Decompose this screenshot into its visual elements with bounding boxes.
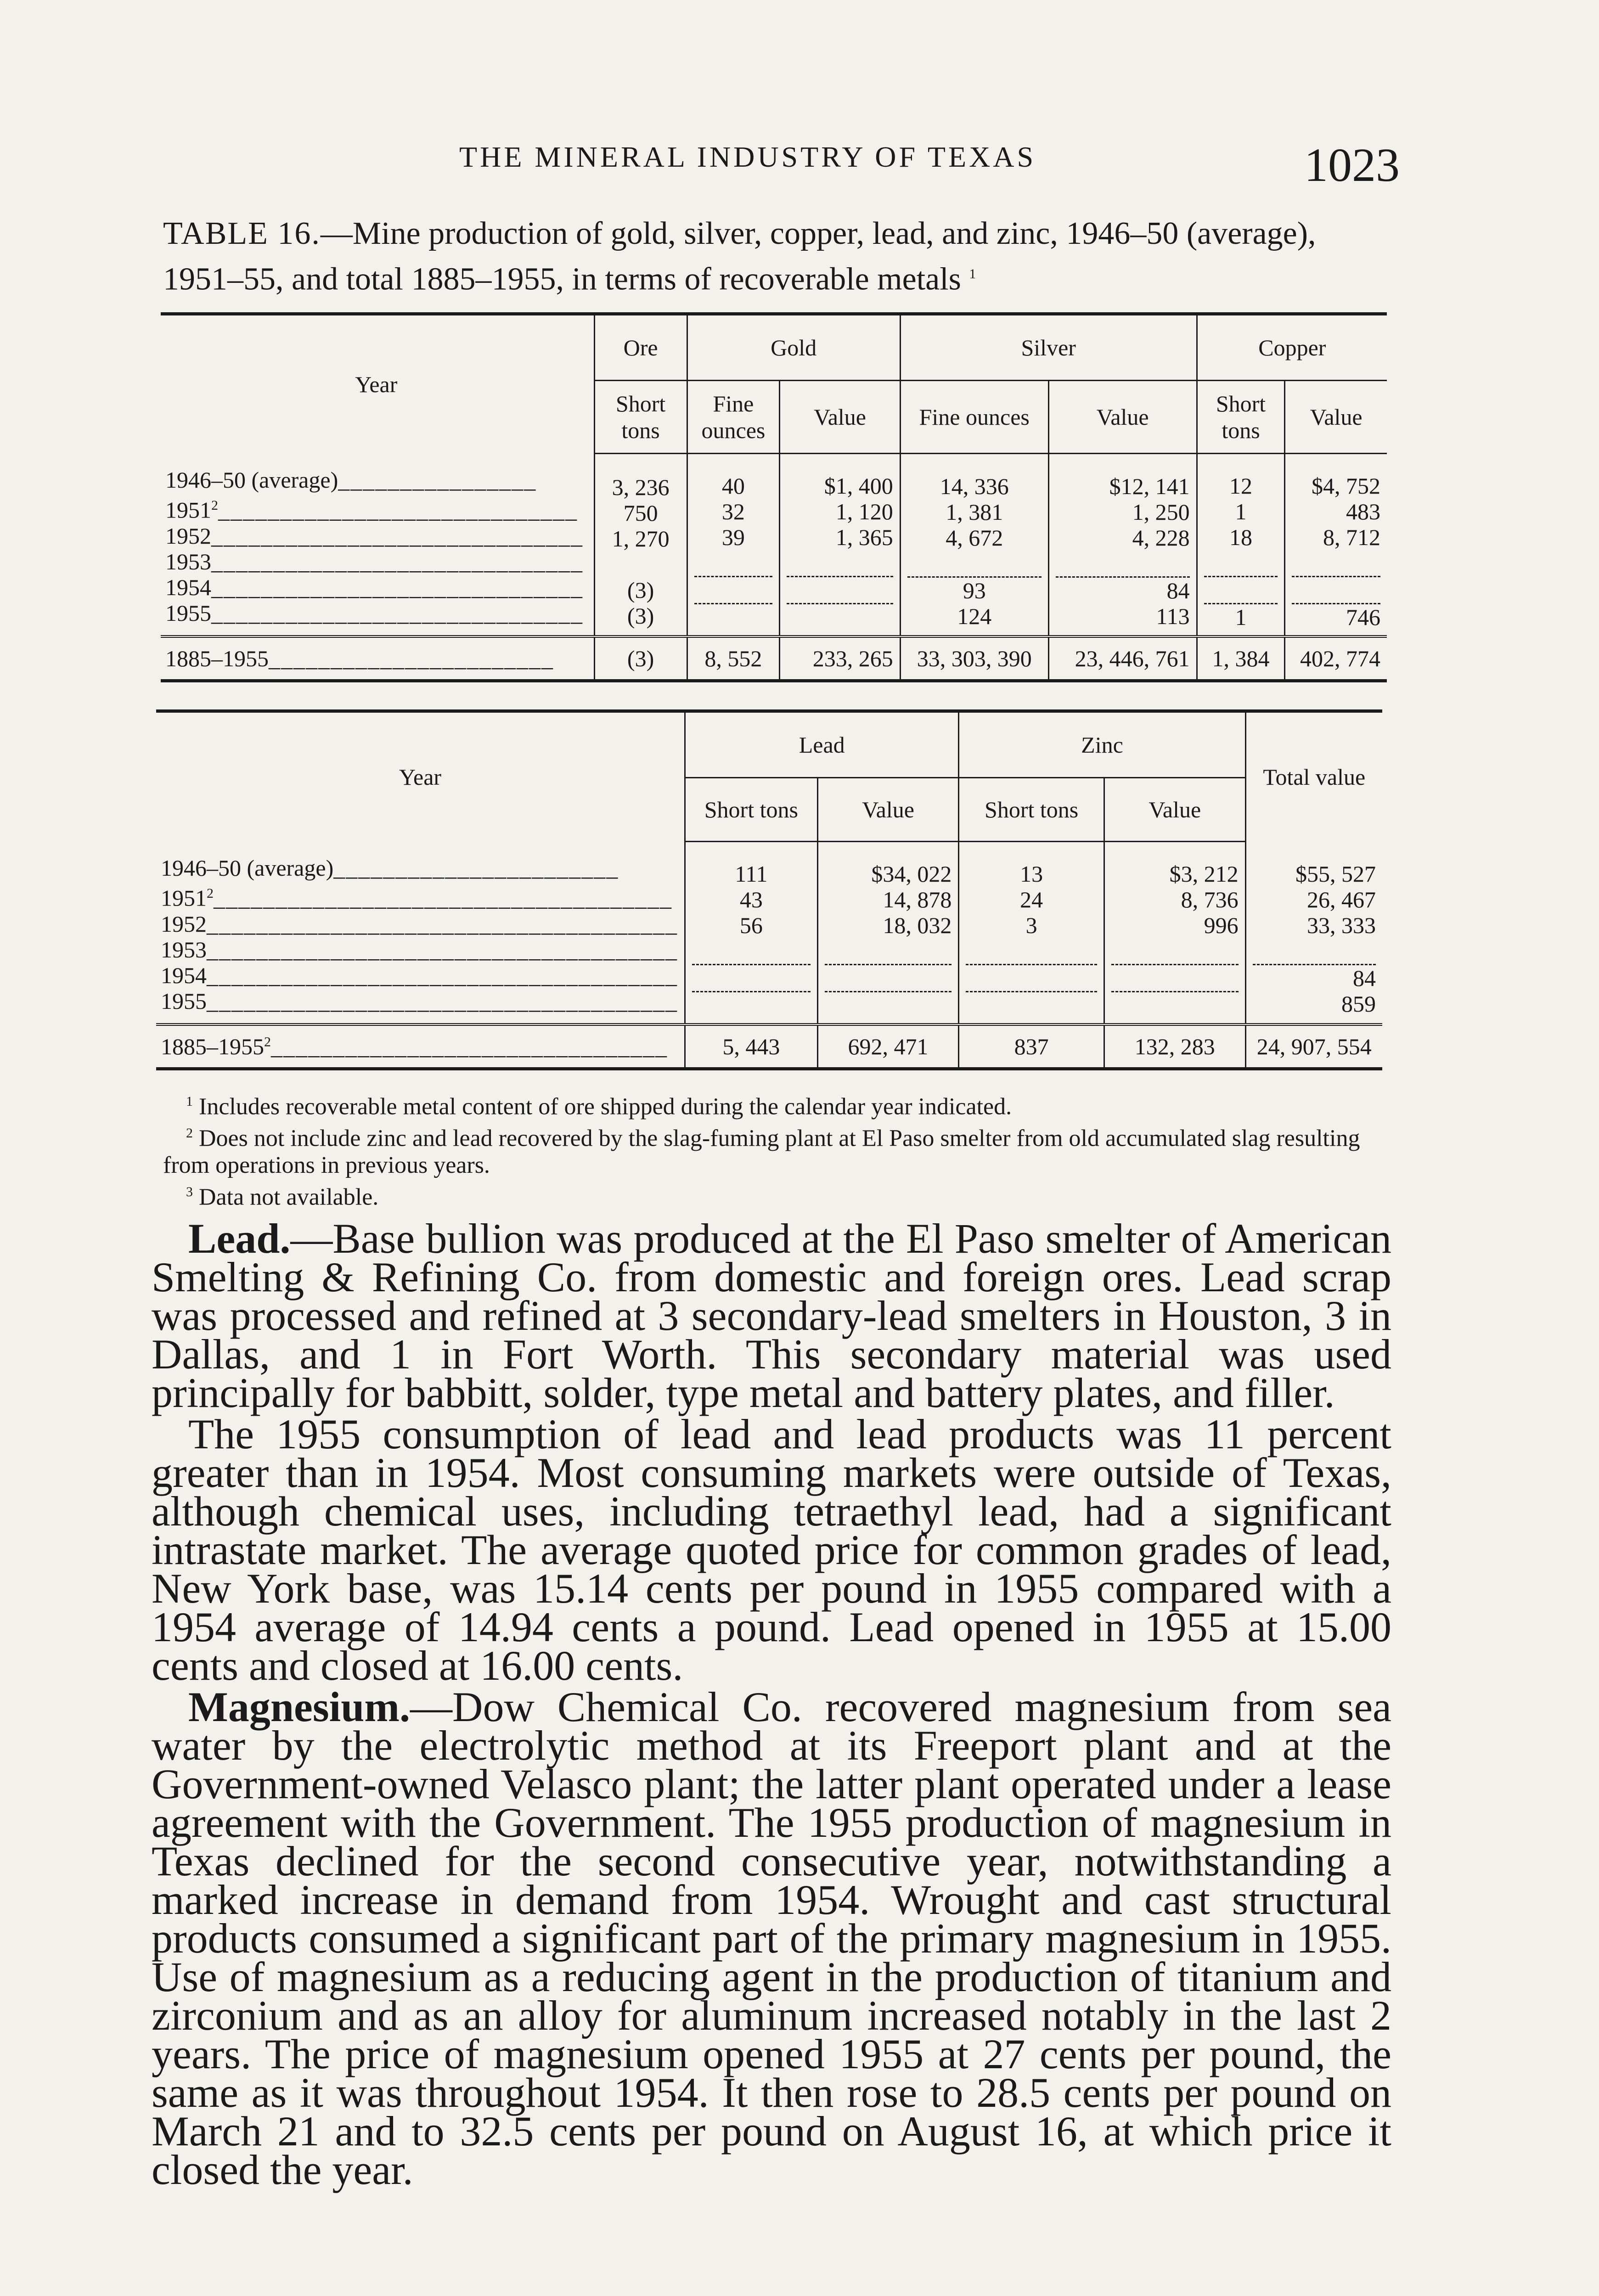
zinc-value-values: $3, 212 8, 736 996 (1104, 841, 1245, 1024)
table-label: TABLE 16. (163, 216, 321, 251)
total-zinc-tons: 837 (959, 1024, 1104, 1069)
total-silver-value: 23, 446, 761 (1048, 636, 1197, 681)
col-copper: Copper (1197, 314, 1387, 381)
year-list-2 (156, 841, 685, 1024)
total-zinc-value: 132, 283 (1104, 1024, 1245, 1069)
col-lead-short-tons: Short tons (685, 778, 818, 842)
table-caption (163, 214, 1394, 299)
col-zinc-value: Value (1104, 778, 1245, 842)
total-copper-value: 402, 774 (1285, 636, 1387, 681)
year-row: 1951$^2$_____________________________________ (161, 885, 672, 911)
heading-magnesium: Magnesium. (188, 1683, 410, 1730)
total-year: 1885–1955_______________________ (161, 636, 594, 681)
col-gold: Gold (687, 314, 900, 381)
footnote-2: $^2$ Does not include zinc and lead recovered by the slag-fuming plant at El Paso smelter from old accumulated slag resulting from operations in previous years. (163, 1125, 1360, 1178)
body-text (152, 1215, 1391, 2193)
gold-ounces-values: 40 32 39 (687, 453, 780, 636)
year-row: 1953______________________________ (165, 548, 583, 574)
running-title: THE MINERAL INDUSTRY OF TEXAS (459, 141, 1036, 173)
copper-tons-values: 12 1 18 1 (1197, 453, 1285, 636)
total-value-values: $55, 527 26, 467 33, 333 84 859 (1245, 841, 1382, 1024)
year-row: 1955______________________________________ (161, 988, 678, 1014)
footnotes (163, 1088, 1394, 1210)
year-row: 1952______________________________________ (161, 911, 678, 937)
paragraph-lead-1: Lead.—Base bullion was produced at the El Paso smelter of American Smelting & Refining Co. from domestic and foreign ores. Lead scrap was processed and refined at 3 secondary-lead smelters in Houston, 3 in Dallas, and 1 in Fort Worth. This secondary material was used principally for babbitt, solder, type metal and battery plates, and filler. (152, 1215, 1391, 1416)
paragraph-magnesium: Magnesium.—Dow Chemical Co. recovered magnesium from sea water by the electrolytic method at its Freeport plant and at the Government-owned Velasco plant; the latter plant operated under a lease agreement with the Government. The 1955 production of magnesium in Texas declined for the second consecutive year, notwithstanding a marked increase in demand from 1954. Wrought and cast structural products consumed a significant part of the primary magnesium in 1955. Use of magnesium as a reducing agent in the production of titanium and zirconium and as an alloy for aluminum increased notably in the last 2 years. The price of magnesium opened 1955 at 27 cents per pound, the same as it was throughout 1954. It then rose to 28.5 cents per pound on March 21 and to 32.5 cents per pound on August 16, at which price it closed the year. (152, 1683, 1391, 2193)
col-copper-short-tons: Short tons (1197, 381, 1285, 454)
col-gold-value: Value (780, 381, 900, 454)
total-copper-tons: 1, 384 (1197, 636, 1285, 681)
total-gold-value: 233, 265 (780, 636, 900, 681)
total-lead-tons: 5, 443 (685, 1024, 818, 1069)
ore-values: 3, 236 750 1, 270 (3) (3) (594, 453, 687, 636)
year-row: 1954______________________________ (165, 574, 583, 600)
heading-lead: Lead. (188, 1215, 291, 1262)
year-row: 1951$^2$_____________________________ (165, 497, 578, 523)
total-ore: (3) (594, 636, 687, 681)
year-row: 1955______________________________ (165, 600, 583, 626)
footnote-3: $^3$ Data not available. (186, 1183, 379, 1210)
total-gold-oz: 8, 552 (687, 636, 780, 681)
page-number: 1023 (1304, 139, 1400, 191)
col-zinc: Zinc (959, 711, 1245, 778)
lead-value-values: $34, 022 14, 878 18, 032 (817, 841, 959, 1024)
table-part-2 (156, 709, 1382, 1070)
table-part-1 (161, 312, 1387, 682)
col-silver: Silver (900, 314, 1197, 381)
year-row: 1953______________________________________ (161, 936, 678, 962)
table-caption-text: —Mine production of gold, silver, copper, lead, and zinc, 1946–50 (average), 1951–55, and total 1885–1955, in terms of recoverable metals (163, 216, 1316, 297)
total-lead-value: 692, 471 (817, 1024, 959, 1069)
col-silver-fine-ounces: Fine ounces (900, 381, 1048, 454)
copper-value-values: $4, 752 483 8, 712 746 (1285, 453, 1387, 636)
year-row: 1946–50 (average)________________ (165, 467, 537, 493)
total-row-2 (156, 1024, 1382, 1069)
silver-value-values: $12, 141 1, 250 4, 228 84 113 (1048, 453, 1197, 636)
gold-value-values: $1, 400 1, 120 1, 365 (780, 453, 900, 636)
paragraph-lead-2: The 1955 consumption of lead and lead products was 11 percent greater than in 1954. Most consuming markets were outside of Texas, although chemical uses, including tetraethyl lead, had a significant intrastate market. The average quoted price for common grades of lead, New York base, was 15.14 cents per pound in 1955 compared with a 1954 average of 14.94 cents a pound. Lead opened in 1955 at 15.00 cents and closed at 16.00 cents. (152, 1411, 1391, 1689)
zinc-tons-values: 13 24 3 (959, 841, 1104, 1024)
year-row: 1954______________________________________ (161, 962, 678, 988)
col-year-2: Year (156, 711, 685, 842)
caption-footnote-ref: 1 (969, 266, 976, 281)
total-total-value: 24, 907, 554 (1245, 1024, 1382, 1069)
col-gold-fine-ounces: Fine ounces (687, 381, 780, 454)
silver-ounces-values: 14, 336 1, 381 4, 672 93 124 (900, 453, 1048, 636)
col-silver-value: Value (1048, 381, 1197, 454)
total-row (161, 636, 1387, 681)
col-lead-value: Value (817, 778, 959, 842)
year-row: 1952______________________________ (165, 523, 583, 549)
col-ore-short-tons: Short tons (594, 381, 687, 454)
col-copper-value: Value (1285, 381, 1387, 454)
total-silver-oz: 33, 303, 390 (900, 636, 1048, 681)
total-year-2: 1885–1955$^2$________________________________ (156, 1024, 685, 1069)
footnote-1: $^1$ Includes recoverable metal content of ore shipped during the calendar year indicated. (186, 1093, 1012, 1120)
col-zinc-short-tons: Short tons (959, 778, 1104, 842)
col-lead: Lead (685, 711, 959, 778)
year-row: 1946–50 (average)_______________________ (161, 855, 619, 881)
col-total-value: Total value (1245, 711, 1382, 842)
col-ore: Ore (594, 314, 687, 381)
lead-tons-values: 111 43 56 (685, 841, 818, 1024)
col-year: Year (161, 314, 594, 454)
year-list (161, 453, 594, 636)
